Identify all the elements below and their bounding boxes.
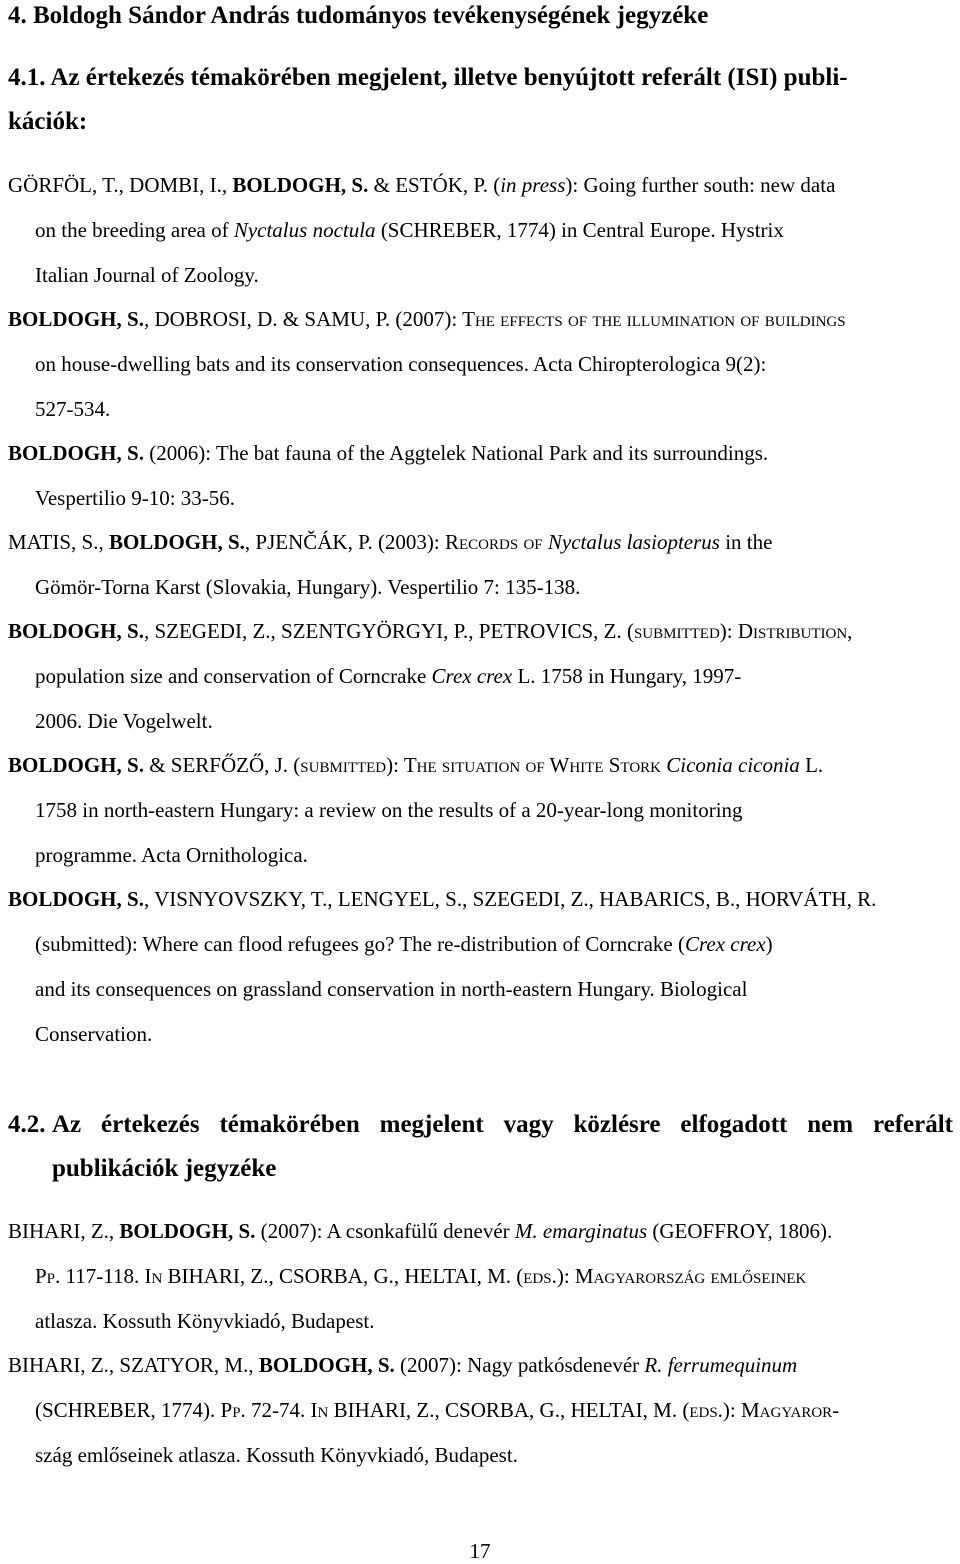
species-name: Crex crex [685,932,766,956]
reference-entry: BOLDOGH, S., VISNYOVSZKY, T., LENGYEL, S., SZEGEDI, Z., HABARICS, B., HORVÁTH, R. (submitted): Where can flood refugees go? The re-distribution of Corncrake (Crex crex) and its consequences on grassland conservation in north-eastern Hungary. Biological Conservation. [8,887,877,1046]
reference-entry: BOLDOGH, S. (2006): The bat fauna of the Aggtelek National Park and its surroundings. Vespertilio 9-10: 33-56. [8,441,769,510]
author-highlight: BOLDOGH, S. [232,173,369,197]
species-name: Nyctalus noctula [233,218,376,242]
species-name: M. emarginatus [514,1219,648,1243]
reference-entry: GÖRFÖL, T., DOMBI, I., BOLDOGH, S. & ESTÓK, P. (in press): Going further south: new data on the breeding area of Nyctalus noctula (SCHREBER, 1774) in Central Europe. Hystrix Italian Journal of Zoology. [8,173,836,287]
author-highlight: BOLDOGH, S. [8,887,144,911]
author-highlight: BOLDOGH, S. [8,753,144,777]
species-name: Nyctalus lasiopterus [547,530,720,554]
species-name: R. ferrumequinum [644,1353,798,1377]
section-4-2-number: 4.2. [8,1111,46,1138]
reference-entry: BIHARI, Z., SZATYOR, M., BOLDOGH, S. (2007): Nagy patkósdenevér R. ferrumequinum (SCHREBER, 1774). Pp. 72-74. In BIHARI, Z., CSORBA, G., HELTAI, M. (eds.): Magyaror- szág emlőseinek atlasza. Kossuth Könyvkiadó, Budapest. [8,1353,840,1467]
reference-entry: MATIS, S., BOLDOGH, S., PJENČÁK, P. (2003): Records of Nyctalus lasiopterus in the Gömör-Torna Karst (Slovakia, Hungary). Vespertilio 7: 135-138. [8,530,773,599]
author-highlight: BOLDOGH, S. [8,441,144,465]
section-4-1-title-line1: 4.1. Az értekezés témakörében megjelent, illetve benyújtott referált (ISI) publi- [8,64,848,91]
page-number: 17 [469,1539,491,1563]
species-name: Ciconia ciconia [666,753,800,777]
author-highlight: BOLDOGH, S. [258,1353,395,1377]
reference-entry: BOLDOGH, S., SZEGEDI, Z., SZENTGYÖRGYI, P., PETROVICS, Z. (submitted): Distribution, population size and conservation of Corncrake Crex crex L. 1758 in Hungary, 1997- 2006. Die Vogelwelt. [8,619,853,733]
author-highlight: BOLDOGH, S. [8,307,144,331]
page-heading: 4. Boldogh Sándor András tudományos tevékenységének jegyzéke [8,2,709,29]
species-name: Crex crex [431,664,513,688]
author-highlight: BOLDOGH, S. [119,1219,256,1243]
author-highlight: BOLDOGH, S. [108,530,245,554]
reference-entry: BIHARI, Z., BOLDOGH, S. (2007): A csonkafülű denevér M. emarginatus (GEOFFROY, 1806). Pp. 117-118. In BIHARI, Z., CSORBA, G., HELTAI, M. (eds.): Magyarország emlőseinek atlasza. Kossuth Könyvkiadó, Budapest. [8,1219,833,1333]
section-4-1-heading [8,56,953,144]
reference-entry: BOLDOGH, S. & SERFŐZŐ, J. (submitted): The situation of White Stork Ciconia ciconia L. 1758 in north-eastern Hungary: a review on the results of a 20-year-long monitoring programme. Acta Ornithologica. [8,753,824,867]
reference-entry: BOLDOGH, S., DOBROSI, D. & SAMU, P. (2007): The effects of the illumination of buildings on house-dwelling bats and its conservation consequences. Acta Chiropterologica 9(2): 527-534. [8,307,846,421]
section-4-2-title-line2: publikációk jegyzéke [52,1155,277,1182]
section-4-2-heading [8,1103,953,1191]
author-highlight: BOLDOGH, S. [8,619,144,643]
section-4-1-title-line2: kációk: [8,108,88,135]
section-4-2-title-line1: Az értekezés témakörében megjelent vagy közlésre elfogadott nem referált [52,1111,953,1138]
